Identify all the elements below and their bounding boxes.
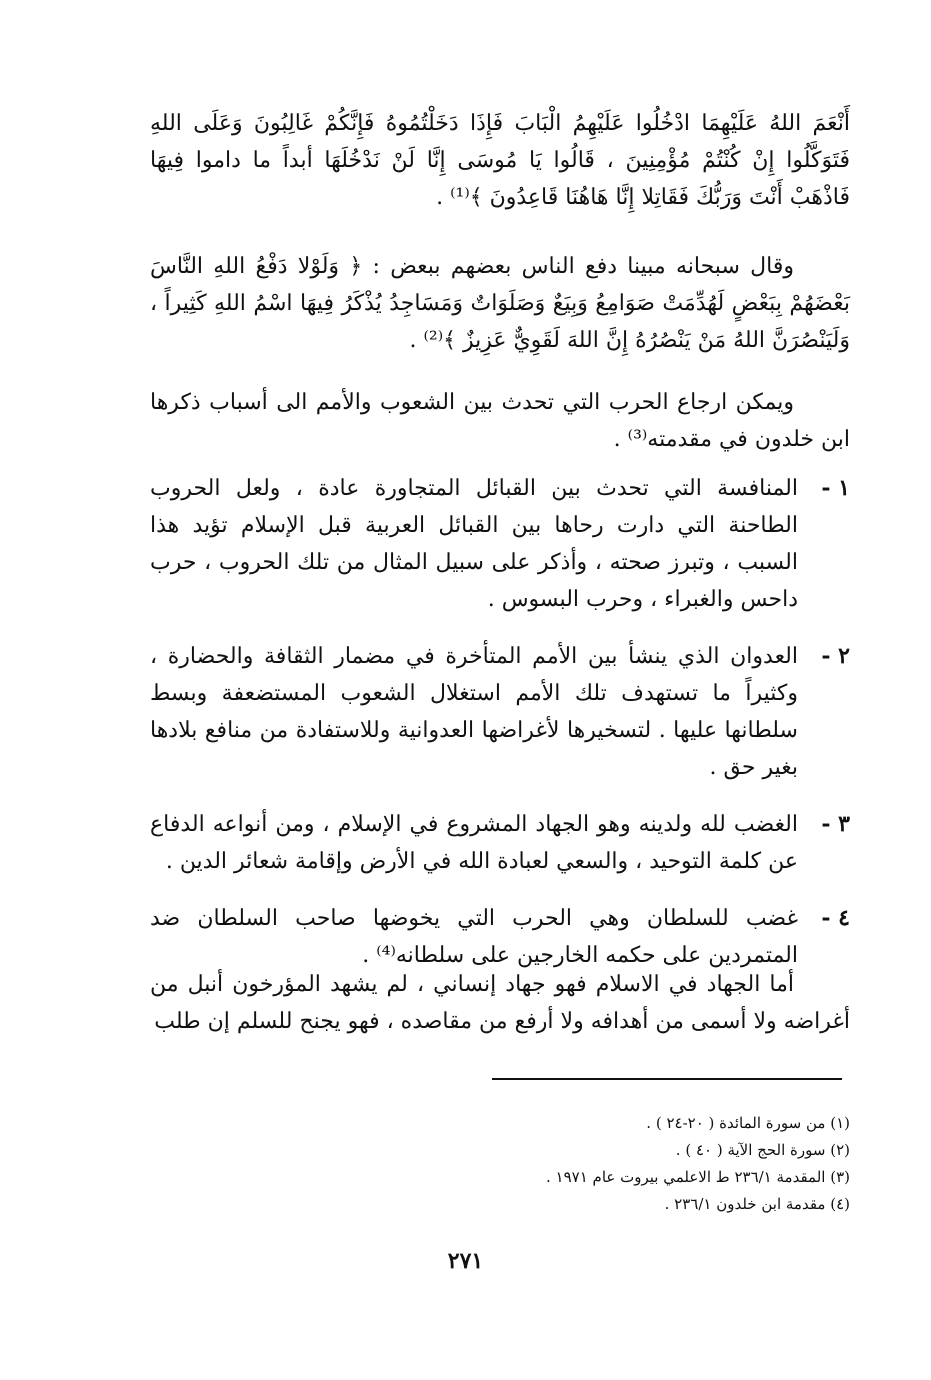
causes-list <box>150 470 850 994</box>
list-item <box>150 470 850 618</box>
footnote: (٤) مقدمة ابن خلدون ٢٣٦/١ . <box>664 1195 850 1213</box>
page-number: ٢٧١ <box>447 1248 484 1274</box>
list-item-text: الغضب لله ولدينه وهو الجهاد المشروع في الإسلام ، ومن أنواعه الدفاع عن كلمة التوحيد ، والسعي لعبادة الله في الأرض وإقامة شعائر الدين . <box>150 812 798 874</box>
quran-verse-paragraph: أَنْعَمَ اللهُ عَلَيْهِمَا ادْخُلُوا عَلَيْهِمُ الْبَابَ فَإِذَا دَخَلْتُمُوهُ فَإِنَّكُمْ غَالِبُونَ وَعَلَى اللهِ فَتَوَكَّلُوا إِنْ كُنْتُمْ مُؤْمِنِينَ ، قَالُوا يَا مُوسَى إِنَّا لَنْ نَدْخُلَهَا أبداً ما داموا فِيهَا فَاذْهَبْ أَنْتَ وَرَبُّكَ فَقَاتِلا إِنَّا هَاهُنَا قَاعِدُونَ ﴾⁽¹⁾ . <box>150 111 850 210</box>
footnote: (٢) سورة الحج الآية ( ٤٠ ) . <box>675 1141 850 1159</box>
list-item <box>150 806 850 880</box>
list-item-text: المنافسة التي تحدث بين القبائل المتجاورة عادة ، ولعل الحروب الطاحنة التي دارت رحاها بين القبائل العربية قبل الإسلام تؤيد هذا السبب ، وتبرز صحته ، وأذكر على سبيل المثال من تلك الحروب ، حرب داحس والغبراء ، وحرب البسوس . <box>150 476 798 612</box>
footnote: (١) من سورة المائدة ( ٢٠-٢٤ ) . <box>646 1114 850 1132</box>
footnotes <box>300 1110 850 1218</box>
list-item <box>150 900 850 974</box>
footnote-separator <box>492 1078 842 1080</box>
list-item-number: ٢ - <box>821 643 850 669</box>
list-item-number: ١ - <box>821 475 850 501</box>
list-item-number: ٤ - <box>821 905 850 931</box>
paragraph-dafa-al-nas: وقال سبحانه مبينا دفع الناس بعضهم ببعض : ﴿ وَلَوْلا دَفْعُ اللهِ النَّاسَ بَعْضَهُمْ بِبَعْضٍ لَهُدِّمَتْ صَوَامِعُ وَبِيَعٌ وَصَلَوَاتٌ وَمَسَاجِدُ يُذْكَرُ فِيهَا اسْمُ اللهِ كَثِيراً ، وَلَيَنْصُرَنَّ اللهُ مَنْ يَنْصُرُهُ إِنَّ اللهَ لَقَوِيٌّ عَزِيزٌ ﴾⁽²⁾ . <box>150 254 850 353</box>
paragraph-jihad-humane: أما الجهاد في الاسلام فهو جهاد إنساني ، لم يشهد المؤرخون أنبل من أغراضه ولا أسمى من أهدافه ولا أرفع من مقاصده ، فهو يجنح للسلم إن طلب <box>150 972 850 1034</box>
list-item-number: ٣ - <box>821 811 850 837</box>
footnote: (٣) المقدمة ٢٣٦/١ ط الاعلمي بيروت عام ١٩٧١ . <box>545 1168 850 1186</box>
list-item <box>150 638 850 786</box>
paragraph-causes-of-war: ويمكن ارجاع الحرب التي تحدث بين الشعوب والأمم الى أسباب ذكرها ابن خلدون في مقدمته⁽³⁾ . <box>150 390 850 452</box>
list-item-text: غضب للسلطان وهي الحرب التي يخوضها صاحب السلطان ضد المتمردين على حكمه الخارجين على سلطانه⁽⁴⁾ . <box>150 906 798 968</box>
list-item-text: العدوان الذي ينشأ بين الأمم المتأخرة في مضمار الثقافة والحضارة ، وكثيراً ما تستهدف تلك الأمم استغلال الشعوب المستضعفة وبسط سلطانها عليها . لتسخيرها لأغراضها العدوانية وللاستفادة من منافع بلادها بغير حق . <box>150 644 798 780</box>
